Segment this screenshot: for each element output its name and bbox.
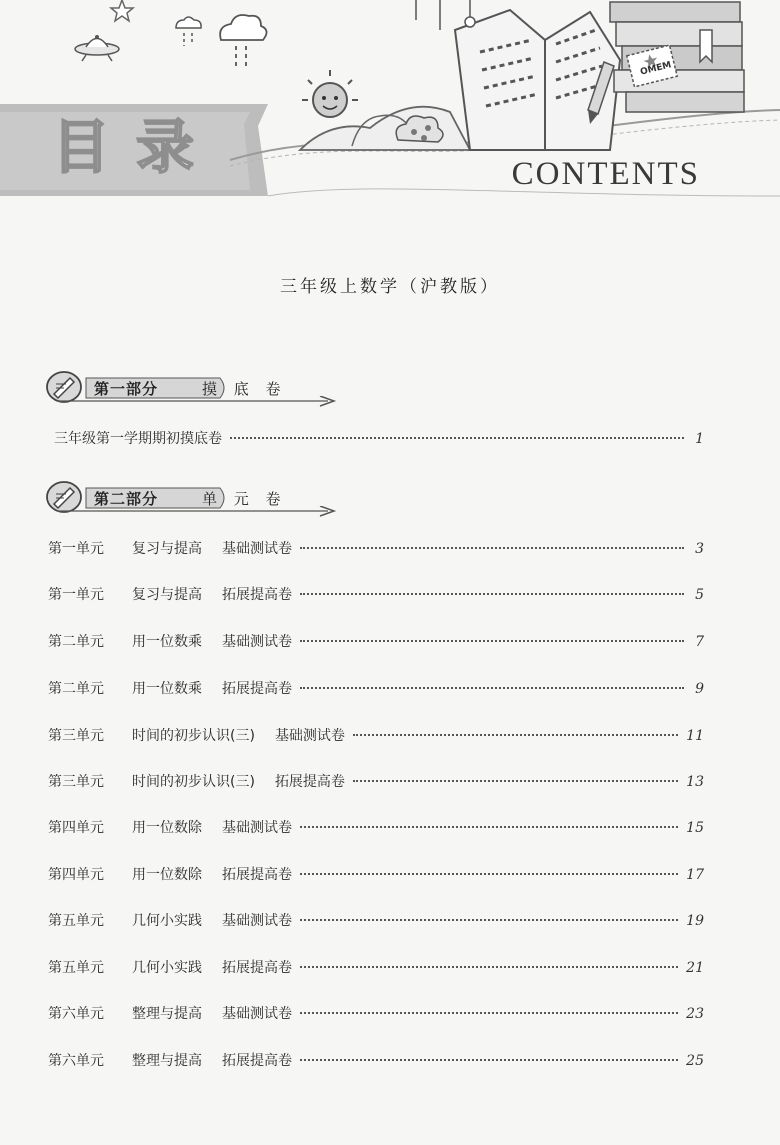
entry-topic: 复习与提高: [132, 541, 202, 557]
toc-entry[interactable]: [48, 771, 704, 793]
entry-page-number: 3: [695, 541, 704, 557]
entry-unit: 第六单元: [48, 1006, 104, 1022]
dot-leader: [300, 825, 678, 828]
entry-unit: 第五单元: [48, 913, 104, 929]
toc-entry[interactable]: [48, 957, 704, 979]
entry-kind: 拓展提高卷: [222, 681, 292, 697]
entry-kind: 拓展提高卷: [274, 774, 345, 790]
toc-entry[interactable]: [48, 1003, 704, 1025]
entry-topic: 时间的初步认识(三): [132, 774, 255, 790]
entry-kind: 拓展提高卷: [222, 867, 292, 883]
entry-unit: 第一单元: [48, 587, 104, 603]
section-header-2: [44, 480, 344, 520]
entry-page-number: 7: [695, 634, 704, 650]
toc-entry[interactable]: [48, 910, 704, 932]
entry-topic: 用一位数除: [132, 820, 202, 836]
dot-leader: [300, 686, 684, 689]
book-title: 三年级上数学（沪教版）: [280, 277, 500, 297]
header-title-en: CONTENTS: [511, 156, 700, 192]
section-subtitle: 单 元 卷: [202, 490, 287, 508]
entry-page-number: 17: [686, 867, 704, 883]
entry-page-number: 21: [686, 960, 704, 976]
entry-page-number: 13: [686, 774, 704, 790]
toc-entry[interactable]: [48, 428, 704, 450]
arrow-icon: [58, 396, 338, 408]
entry-unit: 第五单元: [48, 960, 104, 976]
toc-entry[interactable]: [48, 538, 704, 560]
dot-leader: [353, 779, 678, 782]
header-banner: [0, 0, 780, 200]
entry-unit: 第六单元: [48, 1053, 104, 1069]
entry-page-number: 25: [686, 1053, 704, 1069]
dot-leader: [300, 639, 684, 642]
header-title-cn: 目录: [52, 113, 221, 181]
entry-kind: 拓展提高卷: [222, 960, 292, 976]
dot-leader: [230, 436, 684, 439]
entry-unit: 第四单元: [48, 820, 104, 836]
entry-topic: 整理与提高: [132, 1053, 202, 1069]
entry-title: 三年级第一学期期初摸底卷: [54, 431, 222, 447]
stamp-label: OMEM: [639, 60, 673, 78]
section-subtitle: 摸 底 卷: [202, 380, 287, 398]
entry-topic: 用一位数乘: [132, 634, 202, 650]
dot-leader: [300, 1011, 678, 1014]
entry-unit: 第三单元: [48, 774, 104, 790]
entry-unit: 第二单元: [48, 634, 104, 650]
toc-entry[interactable]: [48, 1050, 704, 1072]
entry-page-number: 5: [695, 587, 704, 603]
entry-topic: 用一位数除: [132, 867, 202, 883]
entry-unit: 第二单元: [48, 681, 104, 697]
entry-page-number: 9: [695, 681, 704, 697]
entry-kind: 基础测试卷: [222, 634, 292, 650]
arrow-icon: [58, 506, 338, 518]
section-header-1: [44, 370, 344, 410]
entry-topic: 几何小实践: [132, 960, 202, 976]
toc-entry[interactable]: [48, 584, 704, 606]
entry-kind: 基础测试卷: [274, 728, 345, 744]
section-name: 第二部分: [94, 490, 159, 508]
toc-entry[interactable]: [48, 631, 704, 653]
entry-kind: 基础测试卷: [222, 820, 292, 836]
entry-topic: 复习与提高: [132, 587, 202, 603]
dot-leader: [300, 592, 684, 595]
toc-entry[interactable]: [48, 817, 704, 839]
toc-entry[interactable]: [48, 678, 704, 700]
entry-kind: 拓展提高卷: [222, 1053, 292, 1069]
dot-leader: [300, 546, 684, 549]
dot-leader: [353, 733, 678, 736]
entry-page-number: 23: [686, 1006, 704, 1022]
toc-entry[interactable]: [48, 864, 704, 886]
entry-kind: 基础测试卷: [222, 541, 292, 557]
entry-page-number: 15: [686, 820, 704, 836]
entry-page-number: 19: [686, 913, 704, 929]
entry-topic: 整理与提高: [132, 1006, 202, 1022]
entry-topic: 几何小实践: [132, 913, 202, 929]
dot-leader: [300, 918, 678, 921]
entry-kind: 基础测试卷: [222, 913, 292, 929]
entry-unit: 第三单元: [48, 728, 104, 744]
entry-kind: 拓展提高卷: [222, 587, 292, 603]
entry-unit: 第四单元: [48, 867, 104, 883]
section-name: 第一部分: [94, 380, 159, 398]
toc-entry[interactable]: [48, 725, 704, 747]
dot-leader: [300, 965, 678, 968]
entry-topic: 用一位数乘: [132, 681, 202, 697]
entry-kind: 基础测试卷: [222, 1006, 292, 1022]
entry-unit: 第一单元: [48, 541, 104, 557]
dot-leader: [300, 872, 678, 875]
entry-topic: 时间的初步认识(三): [132, 728, 255, 744]
entry-page-number: 1: [695, 431, 704, 447]
dot-leader: [300, 1058, 678, 1061]
entry-page-number: 11: [686, 728, 704, 744]
